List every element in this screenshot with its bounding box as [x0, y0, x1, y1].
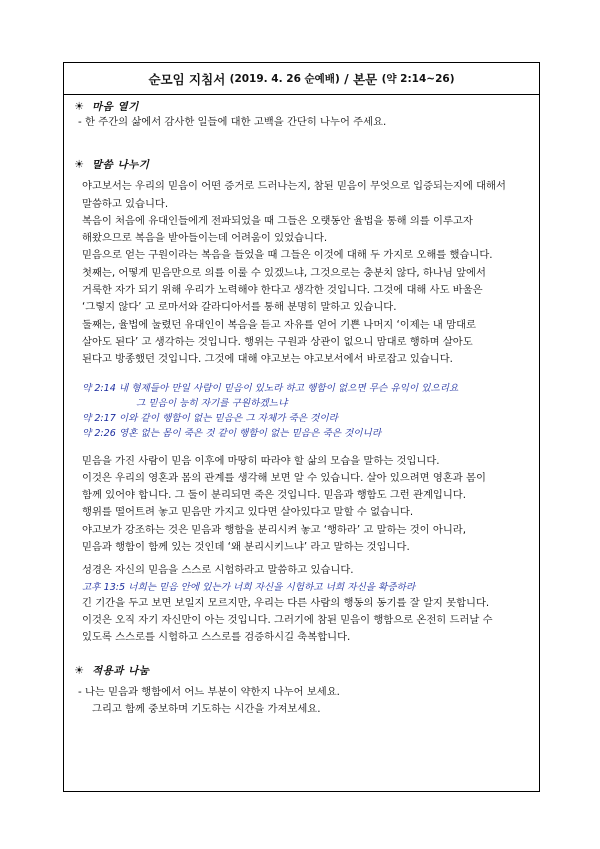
text-line: 함께 있어야 합니다. 그 둘이 분리되면 죽은 것입니다. 믿음과 행함도 그런 관계입니다. [82, 489, 467, 502]
text-line: 해왔으므로 복음을 받아들이는데 어려움이 있었습니다. [82, 232, 328, 245]
sun-icon: ☀ [74, 100, 84, 113]
section-heading-word [72, 157, 531, 172]
text-line: 첫째는, 어떻게 믿음만으로 의를 이룰 수 있겠느냐, 그것으로는 충분치 않다, 하나님 앞에서 [82, 266, 486, 279]
sun-icon: ☀ [74, 663, 84, 677]
verse-line: 약 2:26 영혼 없는 몸이 죽은 것 같이 행함이 없는 믿음은 죽은 것이니라 [82, 427, 382, 439]
text-line: 믿음으로 얻는 구원이라는 복음을 들었을 때 그들은 이것에 대해 두 가지로 오해를 했습니다. [82, 249, 493, 262]
word-paragraph-3 [72, 562, 531, 579]
document-frame [63, 62, 540, 792]
section-heading-apply [72, 663, 531, 678]
verse-line: 고후 13:5 너희는 믿음 안에 있는가 너희 자신을 시험하고 너희 자신을 확증하라 [82, 581, 416, 593]
word-paragraph-2 [72, 453, 531, 557]
section-word-title: 말씀 나누기 [92, 159, 150, 172]
word-paragraph-1 [72, 178, 531, 368]
text-line: 믿음과 행함이 함께 있는 것인데 ‘왜 분리시키느냐’ 라고 말하는 것입니다. [82, 541, 410, 554]
text-line: 성경은 자신의 믿음을 스스로 시험하라고 말씀하고 있습니다. [82, 564, 354, 577]
document-body [64, 99, 539, 718]
title-reference: (약 2:14~26) [381, 73, 455, 85]
text-line: 된다고 방종했던 것입니다. 그것에 대해 야고보는 야고보서에서 바로잡고 있습니다. [82, 353, 453, 366]
text-line: 살아도 된다’ 고 생각하는 것입니다. 행위는 구원과 상관이 없으니 맘대로 행하며 살아도 [82, 335, 473, 348]
text-line: 믿음을 가진 사람이 믿음 이후에 마땅히 따라야 할 삶의 모습을 말하는 것입니다. [82, 454, 440, 467]
text-line: 있도록 스스로를 시험하고 스스로를 검증하시길 축복합니다. [82, 631, 351, 644]
text-line: 이것은 우리의 영혼과 몸의 관계를 생각해 보면 알 수 있습니다. 살아 있으려면 영혼과 몸이 [82, 471, 486, 484]
text-line: 야고보서는 우리의 믿음이 어떤 증거로 드러나는지, 참된 믿음이 무엇으로 입증되는지에 대해서 [82, 180, 506, 193]
section-open-title: 마음 열기 [92, 101, 139, 113]
verse-block-1 [72, 381, 531, 441]
title-date: (2019. 4. 26 순예배) [229, 73, 340, 85]
sun-icon: ☀ [74, 158, 84, 172]
text-line: ‘그렇지 않다’ 고 로마서와 갈라디아서를 통해 분명히 말하고 있습니다. [82, 301, 397, 314]
verse-line: 약 2:17 이와 같이 행함이 없는 믿음은 그 자체가 죽은 것이라 [82, 412, 338, 424]
verse-line: 그 믿음이 능히 자기를 구원하겠느냐 [136, 397, 288, 409]
text-line: 복음이 처음에 유대인들에게 전파되었을 때 그들은 오랫동안 율법을 통해 의를 이루고자 [82, 214, 473, 227]
title-bar [64, 63, 539, 95]
apply-line: - 나는 믿음과 행함에서 어느 부분이 약한지 나누어 보세요. [78, 685, 340, 698]
verse-line: 약 2:14 내 형제들아 만일 사람이 믿음이 있노라 하고 행함이 없으면 무슨 유익이 있으리요 [82, 382, 459, 394]
text-line: 둘째는, 율법에 눌렸던 유대인이 복음을 듣고 자유를 얻어 기쁜 나머지 ‘이제는 내 맘대로 [82, 318, 476, 331]
text-line: 말씀하고 있습니다. [82, 197, 169, 210]
apply-line: 그리고 함께 중보하며 기도하는 시간을 가져보세요. [92, 702, 321, 715]
text-line: 야고보가 강조하는 것은 믿음과 행함을 분리시켜 놓고 ‘행하라’ 고 말하는 것이 아니라, [82, 523, 467, 536]
text-line: 긴 기간을 두고 보면 보일지 모르지만, 우리는 다른 사람의 행동의 동기를 잘 알지 못합니다. [82, 596, 490, 609]
text-line: 행위를 떨어트려 놓고 믿음만 가지고 있다면 살아있다고 말할 수 없습니다. [82, 506, 414, 519]
text-line: 이것은 오직 자기 자신만이 아는 것입니다. 그러기에 참된 믿음이 행함으로 온전히 드러날 수 [82, 613, 493, 626]
title-main: 순모임 지침서 [148, 71, 226, 87]
word-paragraph-3-body [72, 595, 531, 647]
text-line: 거룩한 자가 되기 위해 우리가 노력해야 한다고 생각한 것입니다. 그것에 대해 사도 바울은 [82, 284, 483, 297]
open-line: - 한 주간의 삶에서 감사한 일들에 대한 고백을 간단히 나누어 주세요. [78, 116, 387, 128]
title-passage: 본문 [353, 71, 378, 87]
title-separator: / [344, 71, 349, 86]
section-heading-open [72, 99, 531, 114]
section-apply-title: 적용과 나눔 [92, 664, 150, 677]
